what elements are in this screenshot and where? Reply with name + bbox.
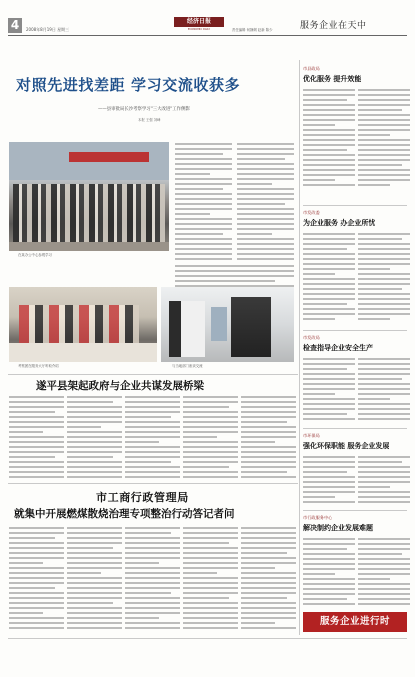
bottom-col2 <box>67 527 122 632</box>
page-number: 4 <box>10 18 20 32</box>
lead-photo-left <box>9 287 157 362</box>
sidebar-divider <box>299 60 300 635</box>
lead-title: 对照先进找差距 学习交流收获多 <box>16 76 241 94</box>
sidebar-body-2b <box>358 233 410 328</box>
bottom-col1 <box>9 527 64 632</box>
service-banner-text: 服务企业进行时 <box>319 616 390 627</box>
masthead <box>0 0 415 36</box>
paper-name-en: ECONOMIC DAILY <box>187 28 211 31</box>
photo-figures <box>13 184 165 244</box>
photo-person-left <box>169 301 205 357</box>
sidebar-sep-1 <box>303 205 407 206</box>
middle-col5 <box>241 396 296 481</box>
sidebar-body-1b <box>358 89 410 204</box>
sidebar-sep-2 <box>303 330 407 331</box>
service-banner <box>303 612 407 632</box>
sidebar-tag-4: 市环保局 <box>303 433 320 438</box>
sidebar-body-3b <box>358 358 410 425</box>
sidebar-title-3: 检查指导企业安全生产 <box>303 344 373 352</box>
sidebar-body-3 <box>303 358 355 425</box>
sidebar-sep-3 <box>303 428 407 429</box>
lead-subtitle: ——县审批局长沙考察学习"三大改进"工作侧影 <box>98 107 190 112</box>
editors-line: 责任编辑 何静纲 赵新 陈少 <box>232 28 273 32</box>
issue-date: 2008年8月19日 星期三 <box>26 27 70 32</box>
sidebar-tag-2: 市发改委 <box>303 210 320 215</box>
photo-kiosk <box>211 307 227 341</box>
bottom-col4 <box>183 527 238 632</box>
sidebar-body-2 <box>303 233 355 328</box>
sidebar-tag-5: 市行政服务中心 <box>303 515 333 520</box>
bottom-title-line1: 市工商行政管理局 <box>96 491 189 504</box>
photo-banner <box>69 152 149 162</box>
photo-person-right <box>231 297 271 357</box>
bottom-title-line2: 就集中开展燃煤散烧治理专项整治行动答记者问 <box>14 508 235 520</box>
middle-title: 遂平县架起政府与企业共谋发展桥梁 <box>36 380 204 392</box>
lead-photo-top-caption: 在某办公中心参观学习 <box>18 253 52 257</box>
sidebar-title-4: 强化环保职能 服务企业发展 <box>303 442 390 450</box>
sidebar-body-5 <box>303 538 355 608</box>
masthead-rule <box>8 35 407 36</box>
lead-photo-top <box>9 142 169 251</box>
middle-col4 <box>183 396 238 481</box>
bottom-col3 <box>125 527 180 632</box>
sidebar-body-4b <box>358 456 410 506</box>
lead-body-col2 <box>237 143 294 263</box>
lead-photo-right <box>161 287 294 362</box>
photo-counter <box>9 343 157 362</box>
sidebar-tag-1: 市县政局 <box>303 66 320 71</box>
sidebar-title-5: 解决制约企业发展难题 <box>303 524 373 532</box>
bottom-col5 <box>241 527 296 632</box>
middle-col3 <box>125 396 180 481</box>
sidebar-title-2: 为企业服务 办企业所忧 <box>303 219 376 227</box>
middle-top-rule <box>8 374 298 375</box>
middle-col2 <box>67 396 122 481</box>
page-bottom-rule <box>8 638 407 639</box>
middle-col1 <box>9 396 64 481</box>
section-name: 服务企业在天中 <box>300 21 367 31</box>
photo-floor <box>9 242 169 251</box>
lead-author: 本报 王强 刘峰 <box>138 118 161 122</box>
lead-body-col1 <box>175 143 232 263</box>
sidebar-tag-3: 市发改局 <box>303 335 320 340</box>
bottom-top-rule <box>8 483 298 484</box>
sidebar-body-4 <box>303 456 355 506</box>
lead-photo-left-caption: 考察团在服务大厅听取介绍 <box>18 364 59 368</box>
sidebar-body-1 <box>303 89 355 204</box>
lead-photo-right-caption: 与当地部门座谈交流 <box>172 364 203 368</box>
sidebar-sep-4 <box>303 510 407 511</box>
sidebar-body-5b <box>358 538 410 608</box>
sidebar-title-1: 优化服务 提升效能 <box>303 75 362 83</box>
paper-name: 经济日报 <box>186 18 211 25</box>
